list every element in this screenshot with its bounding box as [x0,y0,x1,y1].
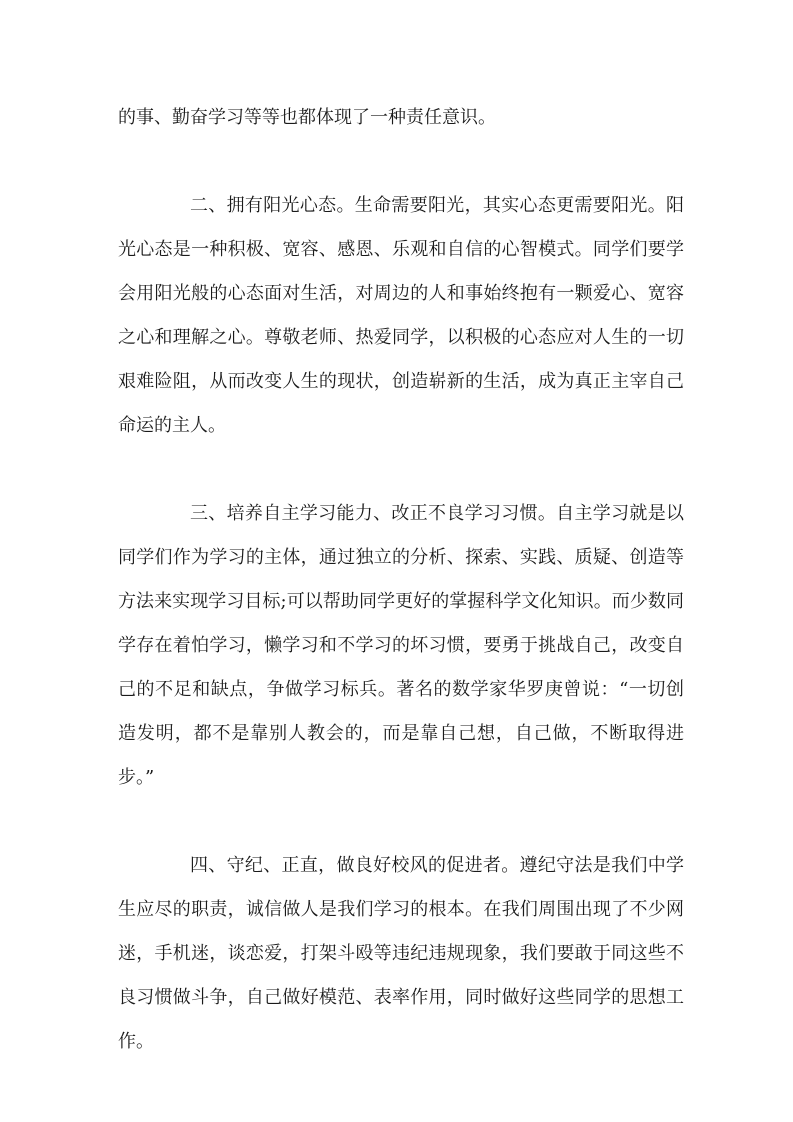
paragraph-continuation: 的事、勤奋学习等等也都体现了一种责任意识。 [118,107,496,128]
paragraph-discipline: 四、守纪、正直，做良好校风的促进者。遵纪守法是我们中学生应尽的职责，诚信做人是我们学习的根本。在我们周围出现了不少网迷，手机迷，谈恋爱，打架斗殴等违纪违规现象，我们要敢于同这些不良习惯做斗争，自己做好模范、表率作用，同时做好这些同学的思想工作。 [118,855,684,1052]
paragraph-self-study: 三、培养自主学习能力、改正不良学习习惯。自主学习就是以同学们作为学习的主体，通过独立的分析、探索、实践、质疑、创造等方法来实现学习目标;可以帮助同学更好的掌握科学文化知识。而少数同学存在着怕学习，懒学习和不学习的坏习惯，要勇于挑战自己，改变自己的不足和缺点，争做学习标兵。著名的数学家华罗庚曾说：“一切创造发明，都不是靠别人教会的，而是靠自己想，自己做，不断取得进步。” [118,503,684,788]
paragraph-sunny-mindset: 二、拥有阳光心态。生命需要阳光，其实心态更需要阳光。阳光心态是一种积极、宽容、感恩、乐观和自信的心智模式。同学们要学会用阳光般的心态面对生活，对周边的人和事始终抱有一颗爱心、宽容之心和理解之心。尊敬老师、热爱同学，以积极的心态应对人生的一切艰难险阻，从而改变人生的现状，创造崭新的生活，成为真正主宰自己命运的主人。 [118,195,684,436]
paragraph-gap [118,448,684,492]
paragraph-gap [118,140,684,184]
document-body [118,96,684,1064]
paragraph-gap [118,800,684,844]
